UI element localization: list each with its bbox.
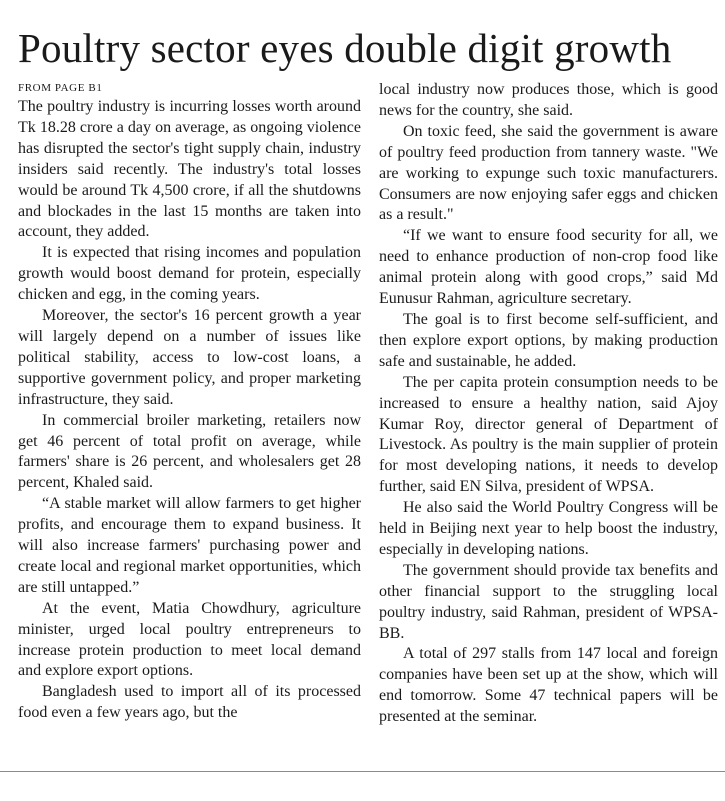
paragraph: The per capita protein consumption needs to be increased to ensure a healthy nation, said Ajoy Kumar Roy, director general of Department of Livestock. As poultry is the main supplier of protein for most developing nations, it needs to develop further, said EN Silva, president of WPSA. bbox=[379, 373, 718, 496]
paragraph: The poultry industry is incurring losses worth around Tk 18.28 crore a day on average, as ongoing violence has disrupted the sector's tight supply chain, industry insiders said recently. The industry's total losses would be around Tk 4,500 crore, if all the shutdowns and blockades in the last 15 months are taken into account, they added. bbox=[18, 98, 361, 241]
paragraph: The goal is to first become self-sufficient, and then explore export options, by making production safe and sustainable, he added. bbox=[379, 310, 718, 370]
paragraph: local industry now produces those, which is good news for the country, she said. bbox=[379, 81, 718, 119]
paragraph: “A stable market will allow farmers to get higher profits, and encourage them to expand business. It will also increase farmers' purchasing power and create local and regional market opportunities, which are still untapped.” bbox=[18, 495, 361, 596]
bottom-divider bbox=[0, 771, 725, 772]
article-column-right bbox=[379, 80, 718, 728]
paragraph: In commercial broiler marketing, retailers now get 46 percent of total profit on average, while farmers' share is 26 percent, and wholesalers get 28 percent, Khaled said. bbox=[18, 411, 361, 492]
paragraph: On toxic feed, she said the government is aware of poultry feed production from tannery waste. "We are working to expunge such toxic manufacturers. Consumers are now enjoying safer eggs and chicken as a result." bbox=[379, 122, 718, 224]
paragraph: He also said the World Poultry Congress will be held in Beijing next year to help boost the industry, especially in developing nations. bbox=[379, 499, 718, 558]
article-headline: Poultry sector eyes double digit growth bbox=[18, 25, 672, 71]
paragraph: It is expected that rising incomes and population growth would boost demand for protein, especially chicken and egg, in the coming years. bbox=[18, 244, 361, 304]
paragraph: Bangladesh used to import all of its processed food even a few years ago, but the bbox=[18, 683, 361, 722]
article-kicker: FROM PAGE B1 bbox=[18, 82, 103, 94]
article-column-left bbox=[18, 80, 361, 724]
paragraph: The government should provide tax benefits and other financial support to the struggling local poultry industry, said Rahman, president of WPSA-BB. bbox=[379, 561, 718, 642]
paragraph: Moreover, the sector's 16 percent growth a year will largely depend on a number of issues like political stability, access to low-cost loans, a supportive government policy, and proper marketing infrastructure, they said. bbox=[18, 307, 361, 408]
paragraph: At the event, Matia Chowdhury, agriculture minister, urged local poultry entrepreneurs to increase protein production to meet local demand and explore export options. bbox=[18, 599, 361, 680]
paragraph: A total of 297 stalls from 147 local and foreign companies have been set up at the show, which will end tomorrow. Some 47 technical papers will be presented at the seminar. bbox=[379, 645, 718, 726]
paragraph: “If we want to ensure food security for all, we need to enhance production of non-crop food like animal protein along with good crops,” said Md Eunusur Rahman, agriculture secretary. bbox=[379, 227, 718, 308]
